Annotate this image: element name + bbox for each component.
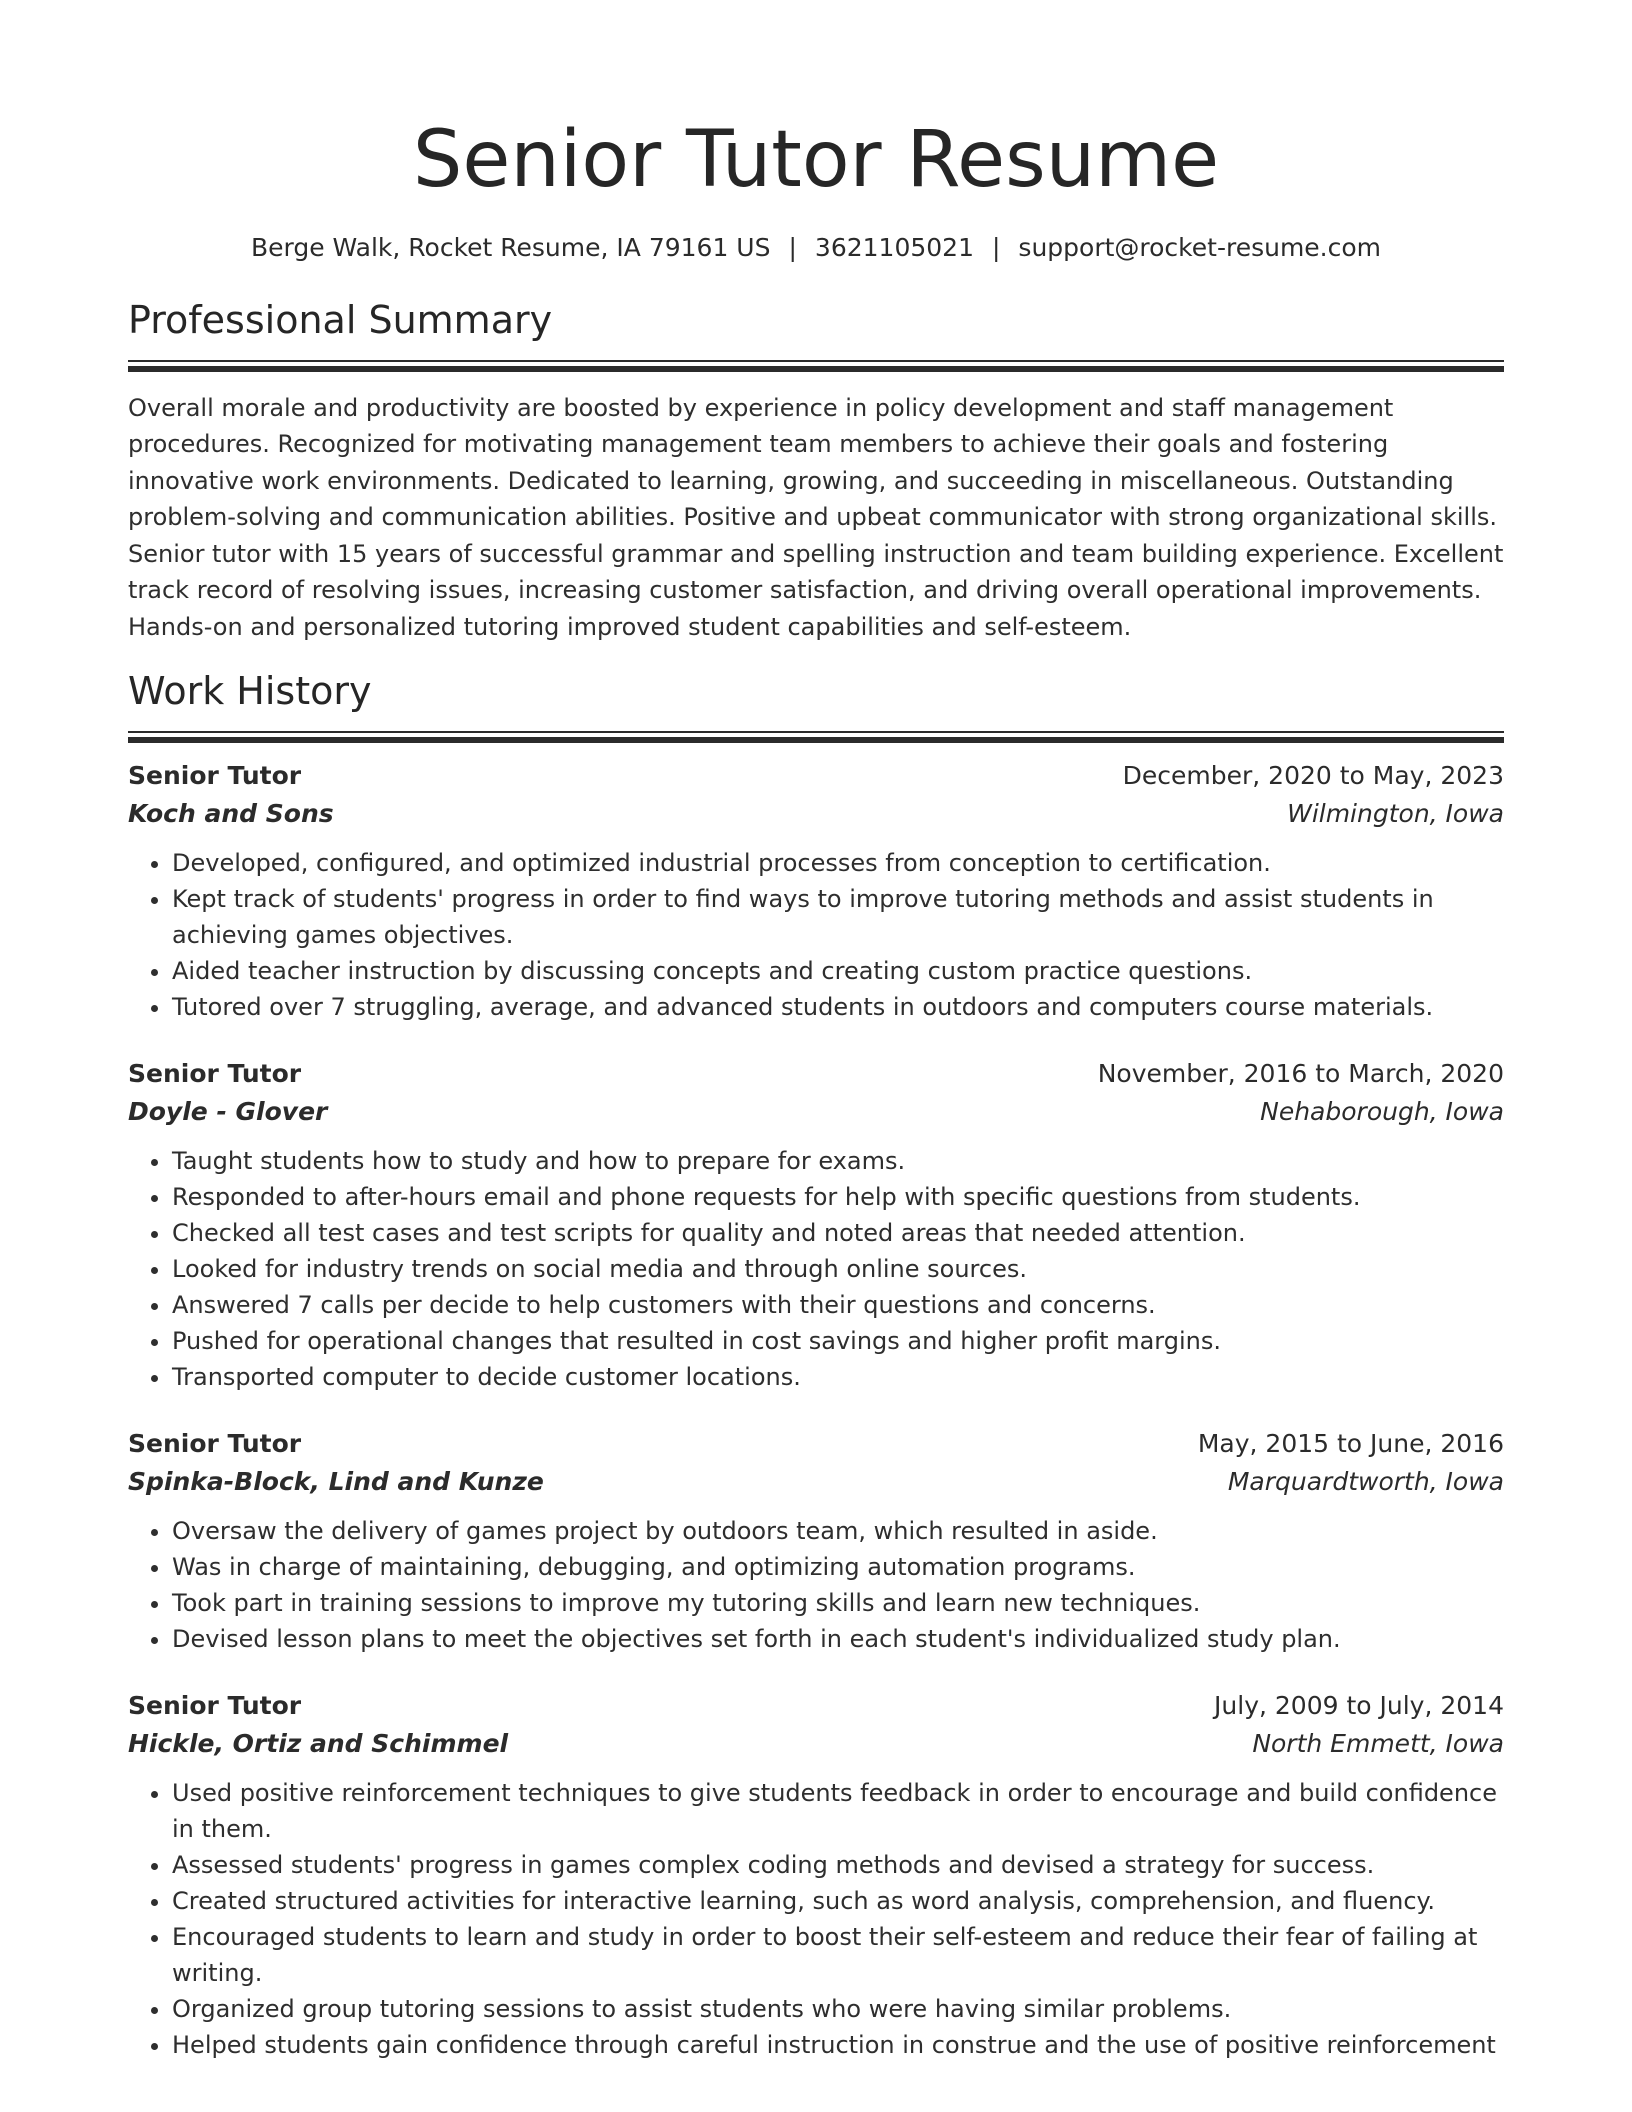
job-bullet: • Developed, configured, and optimized industrial processes from conception to certification. bbox=[172, 845, 1504, 881]
job-bullet: • Helped students gain confidence through careful instruction in construe and the use of positive reinforcement bbox=[172, 2027, 1504, 2063]
resume-page bbox=[128, 0, 1504, 2063]
contact-phone: 3621105021 bbox=[814, 232, 974, 262]
resume-title: Senior Tutor Resume bbox=[412, 115, 1220, 205]
job-bullet: • Encouraged students to learn and study in order to boost their self-esteem and reduce their fear of failing at writing. bbox=[172, 1919, 1504, 1991]
job-dates: November, 2016 to March, 2020 bbox=[1097, 1058, 1504, 1088]
job-bullet: • Kept track of students' progress in order to find ways to improve tutoring methods and assist students in achieving games objectives. bbox=[172, 881, 1504, 953]
job-title: Senior Tutor bbox=[128, 1690, 302, 1720]
job-bullet: • Used positive reinforcement techniques to give students feedback in order to encourage and build confidence in them. bbox=[172, 1775, 1504, 1847]
job-header-row bbox=[128, 1425, 1504, 1463]
summary-heading: Professional Summary bbox=[128, 298, 553, 343]
job-company-row bbox=[128, 1725, 1504, 1763]
job-location: Marquardtworth, Iowa bbox=[1227, 1466, 1504, 1496]
job-bullet: • Was in charge of maintaining, debugging, and optimizing automation programs. bbox=[172, 1549, 1504, 1585]
summary-text: Overall morale and productivity are boosted by experience in policy development and staff management procedures. Recognized for motivating management team members to achieve their goals and fostering innovative work environments. Dedicated to learning, growing, and succeeding in miscellaneous. Outstanding problem-solving and communication abilities. Positive and upbeat communicator with strong organizational skills. Senior tutor with 15 years of successful grammar and spelling instruction and team building experience. Excellent track record of resolving issues, increasing customer satisfaction, and driving overall operational improvements. Hands-on and personalized tutoring improved student capabilities and self-esteem. bbox=[128, 393, 1504, 641]
job-bullet: • Oversaw the delivery of games project by outdoors team, which resulted in aside. bbox=[172, 1513, 1504, 1549]
section-divider bbox=[128, 737, 1504, 743]
job-title: Senior Tutor bbox=[128, 1428, 302, 1458]
job-company-row bbox=[128, 1463, 1504, 1501]
job-company: Spinka-Block, Lind and Kunze bbox=[128, 1466, 544, 1496]
job-title: Senior Tutor bbox=[128, 760, 302, 790]
job-entry bbox=[128, 1055, 1504, 1395]
job-bullet: • Responded to after-hours email and phone requests for help with specific questions from students. bbox=[172, 1179, 1504, 1215]
contact-address: Berge Walk, Rocket Resume, IA 79161 US bbox=[250, 232, 771, 262]
job-company-row bbox=[128, 795, 1504, 833]
work-history-heading: Work History bbox=[128, 669, 372, 714]
job-header-row bbox=[128, 757, 1504, 795]
job-bullet: • Aided teacher instruction by discussing concepts and creating custom practice questions. bbox=[172, 953, 1504, 989]
job-bullet: • Organized group tutoring sessions to assist students who were having similar problems. bbox=[172, 1991, 1504, 2027]
job-company: Doyle - Glover bbox=[128, 1096, 328, 1126]
job-bullet-list bbox=[128, 1775, 1504, 2063]
job-bullet: • Took part in training sessions to improve my tutoring skills and learn new techniques. bbox=[172, 1585, 1504, 1621]
section-divider bbox=[128, 366, 1504, 372]
contact-separator: | bbox=[991, 232, 1001, 262]
section-divider bbox=[128, 731, 1504, 733]
job-header-row bbox=[128, 1055, 1504, 1093]
job-dates: July, 2009 to July, 2014 bbox=[1214, 1690, 1504, 1720]
job-location: Wilmington, Iowa bbox=[1287, 798, 1504, 828]
job-bullet: • Pushed for operational changes that resulted in cost savings and higher profit margins. bbox=[172, 1323, 1504, 1359]
contact-email: support@rocket-resume.com bbox=[1018, 232, 1382, 262]
job-entry bbox=[128, 1687, 1504, 2063]
job-company: Hickle, Ortiz and Schimmel bbox=[128, 1728, 509, 1758]
job-bullet-list bbox=[128, 1143, 1504, 1395]
work-history-section bbox=[128, 669, 1504, 2063]
job-bullet-list bbox=[128, 1513, 1504, 1657]
job-dates: May, 2015 to June, 2016 bbox=[1197, 1428, 1504, 1458]
contact-line bbox=[128, 232, 1504, 265]
job-bullet-list bbox=[128, 845, 1504, 1025]
summary-section bbox=[128, 298, 1504, 645]
job-entry bbox=[128, 757, 1504, 1025]
job-dates: December, 2020 to May, 2023 bbox=[1122, 760, 1504, 790]
contact-separator: | bbox=[788, 232, 797, 262]
job-bullet: • Tutored over 7 struggling, average, and advanced students in outdoors and computers course materials. bbox=[172, 989, 1504, 1025]
job-bullet: • Looked for industry trends on social media and through online sources. bbox=[172, 1251, 1504, 1287]
job-bullet: • Transported computer to decide customer locations. bbox=[172, 1359, 1504, 1395]
job-header-row bbox=[128, 1687, 1504, 1725]
job-location: Nehaborough, Iowa bbox=[1260, 1096, 1504, 1126]
job-bullet: • Answered 7 calls per decide to help customers with their questions and concerns. bbox=[172, 1287, 1504, 1323]
job-bullet: • Checked all test cases and test scripts for quality and noted areas that needed attention. bbox=[172, 1215, 1504, 1251]
job-company-row bbox=[128, 1093, 1504, 1131]
job-bullet: • Devised lesson plans to meet the objectives set forth in each student's individualized study plan. bbox=[172, 1621, 1504, 1657]
section-divider bbox=[128, 360, 1504, 362]
job-title: Senior Tutor bbox=[128, 1058, 302, 1088]
job-bullet: • Taught students how to study and how to prepare for exams. bbox=[172, 1143, 1504, 1179]
job-bullet: • Created structured activities for interactive learning, such as word analysis, comprehension, and fluency. bbox=[172, 1883, 1504, 1919]
job-bullet: • Assessed students' progress in games complex coding methods and devised a strategy for success. bbox=[172, 1847, 1504, 1883]
job-company: Koch and Sons bbox=[128, 798, 334, 828]
job-location: North Emmett, Iowa bbox=[1252, 1728, 1504, 1758]
job-entry bbox=[128, 1425, 1504, 1657]
